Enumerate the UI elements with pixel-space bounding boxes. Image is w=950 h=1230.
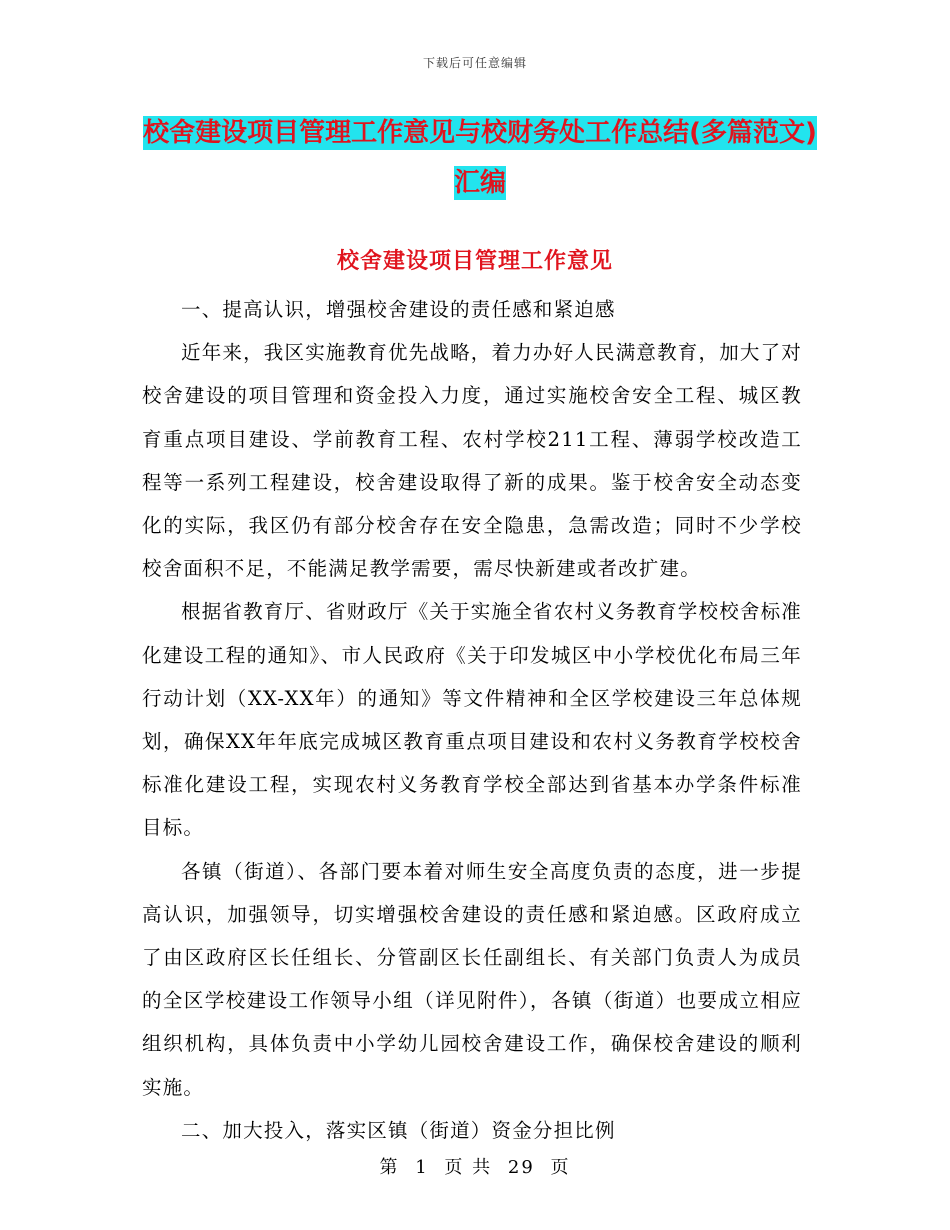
page-footer bbox=[0, 1153, 950, 1179]
document-title bbox=[140, 108, 820, 208]
document-title-text: 校舍建设项目管理工作意见与校财务处工作总结(多篇范文)汇编 bbox=[143, 118, 817, 198]
body-text bbox=[142, 288, 802, 1152]
footer-total-pages: 29 bbox=[507, 1157, 535, 1178]
paragraph: 根据省教育厅、省财政厅《关于实施全省农村义务教育学校校舍标准化建设工程的通知》、市人民政府《关于印发城区中小学校优化布局三年行动计划（XX-XX年）的通知》等文件精神和全区学校建设三年总体规划，确保XX年年底完成城区教育重点项目建设和农村义务教育学校校舍标准化建设工程，实现农村义务教育学校全部达到省基本办学条件标准目标。 bbox=[142, 600, 803, 840]
paragraph-heading-2: 二、加大投入，落实区镇（街道）资金分担比例 bbox=[181, 1118, 616, 1142]
paragraph-heading-1: 一、提高认识，增强校舍建设的责任感和紧迫感 bbox=[181, 298, 616, 321]
footer-prefix: 第 bbox=[379, 1157, 400, 1178]
footer-suffix: 页 bbox=[550, 1157, 571, 1178]
footer-page-number: 1 bbox=[415, 1157, 429, 1178]
footer-middle: 页 共 bbox=[444, 1157, 493, 1178]
header-note: 下载后可任意编辑 bbox=[422, 56, 527, 70]
section-title: 校舍建设项目管理工作意见 bbox=[336, 249, 613, 274]
paragraph: 各镇（街道）、各部门要本着对师生安全高度负责的态度，进一步提高认识，加强领导，切实增强校舍建设的责任感和紧迫感。区政府成立了由区政府区长任组长、分管副区长任副组长、有关部门负责人为成员的全区学校建设工作领导小组（详见附件），各镇（街道）也要成立相应组织机构，具体负责中小学幼儿园校舍建设工作，确保校舍建设的顺利实施。 bbox=[142, 859, 802, 1099]
paragraph: 近年来，我区实施教育优先战略，着力办好人民满意教育，加大了对校舍建设的项目管理和资金投入力度，通过实施校舍安全工程、城区教育重点项目建设、学前教育工程、农村学校211工程、薄弱学校改造工程等一系列工程建设，校舍建设取得了新的成果。鉴于校舍安全动态变化的实际，我区仍有部分校舍存在安全隐患，急需改造；同时不少学校校舍面积不足，不能满足教学需要，需尽快新建或者改扩建。 bbox=[142, 341, 803, 581]
